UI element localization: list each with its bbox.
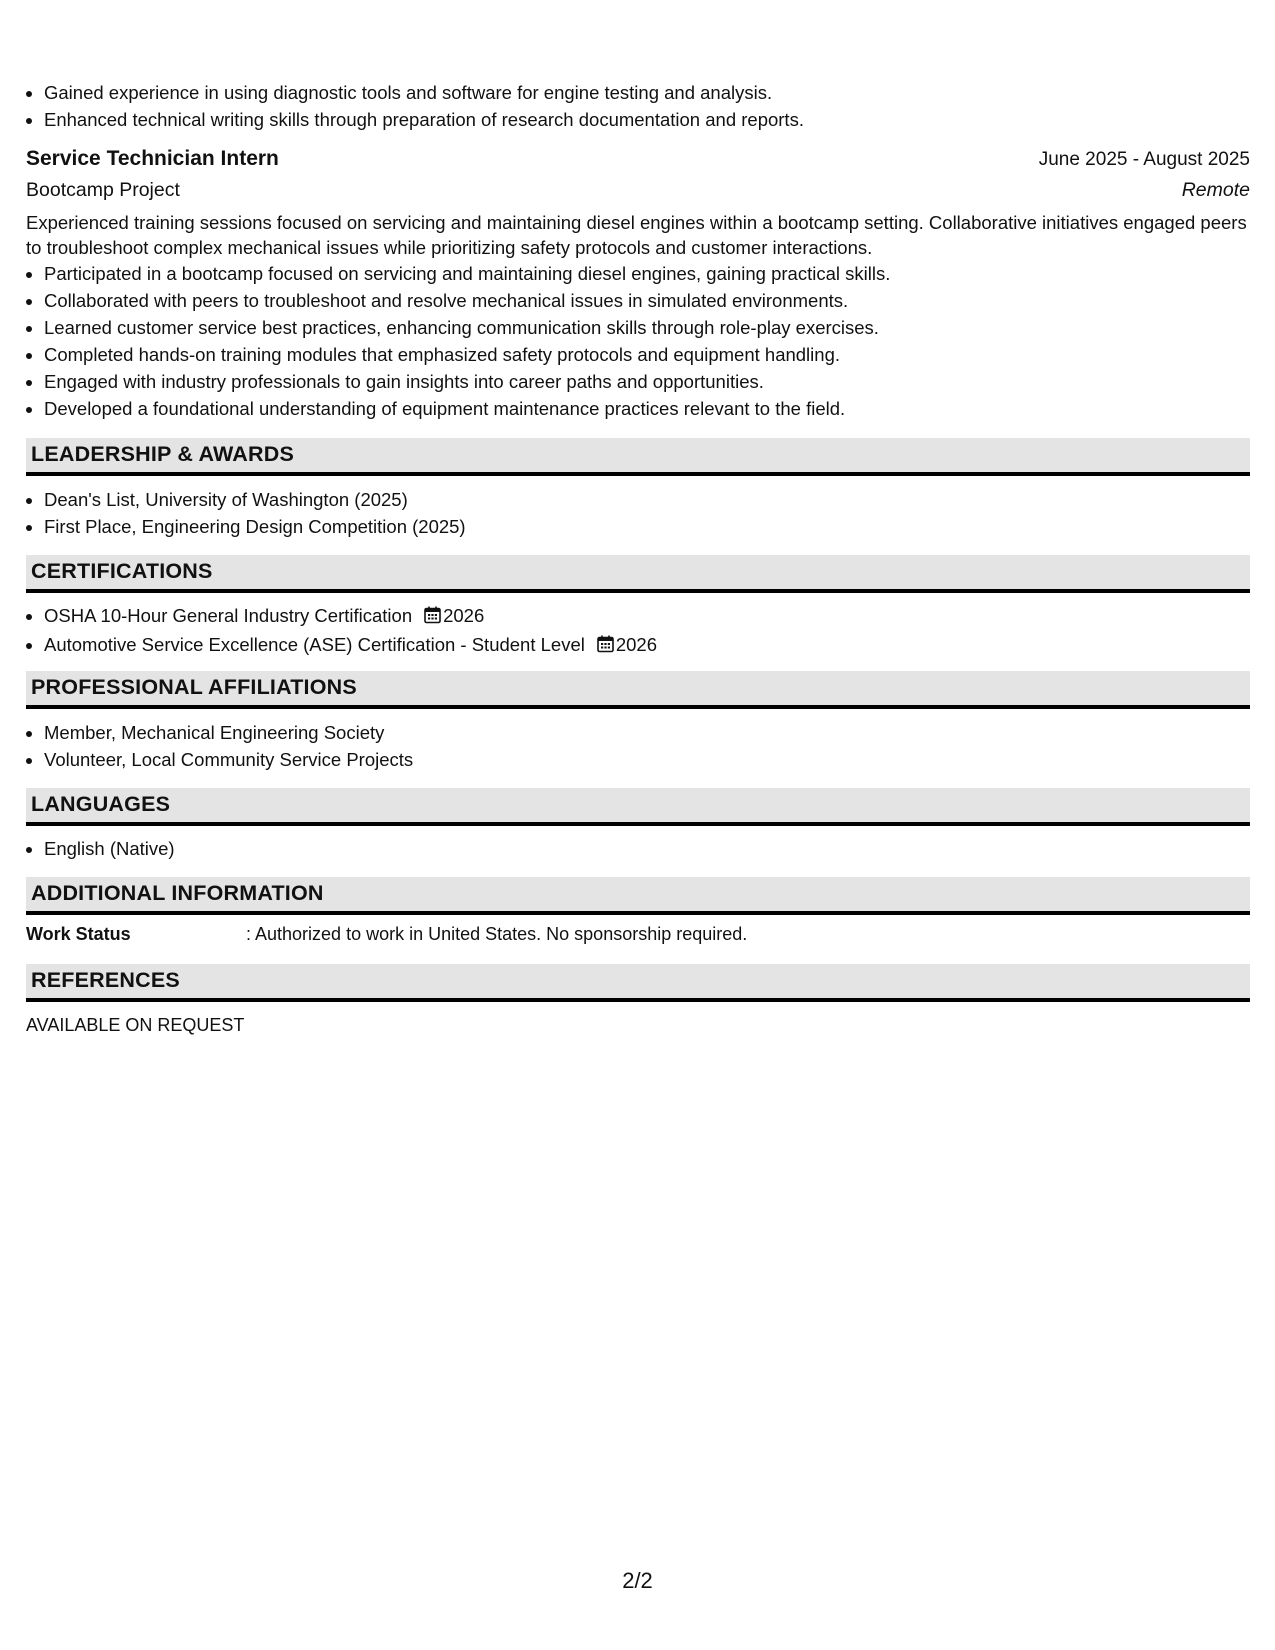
list-item: • Member, Mechanical Engineering Society bbox=[44, 719, 1268, 746]
list-item: • Completed hands-on training modules that emphasized safety protocols and equipment handling. bbox=[44, 341, 1250, 368]
work-status-label: Work Status bbox=[26, 924, 131, 944]
certification-year: 2026 bbox=[615, 634, 658, 655]
section-header-additional-info bbox=[26, 877, 1250, 915]
list-item: • Gained experience in using diagnostic tools and software for engine testing and analysis. bbox=[44, 79, 1268, 106]
job-bullets bbox=[26, 260, 1250, 422]
job-location: Remote bbox=[1181, 179, 1250, 201]
section-header-affiliations bbox=[26, 671, 1250, 709]
certification-name: OSHA 10-Hour General Industry Certification bbox=[44, 605, 413, 626]
list-item bbox=[44, 602, 1268, 631]
page-number: 2/2 bbox=[622, 1568, 653, 1593]
job-title: Service Technician Intern bbox=[26, 147, 279, 170]
section-title: LEADERSHIP & AWARDS bbox=[31, 442, 295, 466]
leadership-list bbox=[26, 486, 1268, 540]
work-status-value: : Authorized to work in United States. No sponsorship required. bbox=[246, 924, 748, 944]
references-text: AVAILABLE ON REQUEST bbox=[26, 1015, 245, 1035]
list-item: • Developed a foundational understanding of equipment maintenance practices relevant to the field. bbox=[44, 395, 1250, 422]
calendar-icon bbox=[424, 604, 441, 631]
list-item: • Participated in a bootcamp focused on servicing and maintaining diesel engines, gaining practical skills. bbox=[44, 260, 1250, 287]
certification-name: Automotive Service Excellence (ASE) Certification - Student Level bbox=[44, 634, 585, 655]
section-header-leadership bbox=[26, 438, 1250, 476]
list-item bbox=[44, 631, 1268, 660]
affiliations-list bbox=[26, 719, 1268, 773]
list-item: • Enhanced technical writing skills through preparation of research documentation and reports. bbox=[44, 106, 1268, 133]
section-header-languages bbox=[26, 788, 1250, 826]
job-organization: Bootcamp Project bbox=[26, 179, 180, 201]
list-item: • Volunteer, Local Community Service Projects bbox=[44, 746, 1268, 773]
section-title: LANGUAGES bbox=[31, 792, 171, 816]
job-summary: Experienced training sessions focused on servicing and maintaining diesel engines within a bootcamp setting. Collaborative initiatives engaged peers to troubleshoot complex mechanical issues while prioritizing safety protocols and customer interactions. bbox=[26, 212, 1247, 258]
list-item: • Engaged with industry professionals to gain insights into career paths and opportunities. bbox=[44, 368, 1250, 395]
certification-year: 2026 bbox=[443, 605, 485, 626]
section-title: REFERENCES bbox=[31, 968, 180, 992]
list-item: • Collaborated with peers to troubleshoot and resolve mechanical issues in simulated environments. bbox=[44, 287, 1250, 314]
previous-job-bullets bbox=[26, 79, 1268, 133]
languages-list bbox=[26, 835, 1268, 862]
list-item: • First Place, Engineering Design Competition (2025) bbox=[44, 513, 1268, 540]
section-header-certifications bbox=[26, 555, 1250, 593]
calendar-icon bbox=[597, 633, 614, 660]
job-dates: June 2025 - August 2025 bbox=[1038, 149, 1250, 170]
section-title: PROFESSIONAL AFFILIATIONS bbox=[31, 675, 357, 699]
certifications-list bbox=[26, 602, 1268, 660]
section-title: ADDITIONAL INFORMATION bbox=[31, 881, 324, 905]
list-item: • Learned customer service best practices, enhancing communication skills through role-play exercises. bbox=[44, 314, 1250, 341]
job-entry bbox=[26, 144, 1250, 422]
section-header-references bbox=[26, 964, 1250, 1002]
list-item: • Dean's List, University of Washington (2025) bbox=[44, 486, 1268, 513]
section-title: CERTIFICATIONS bbox=[31, 559, 213, 583]
list-item: • English (Native) bbox=[44, 835, 1268, 862]
